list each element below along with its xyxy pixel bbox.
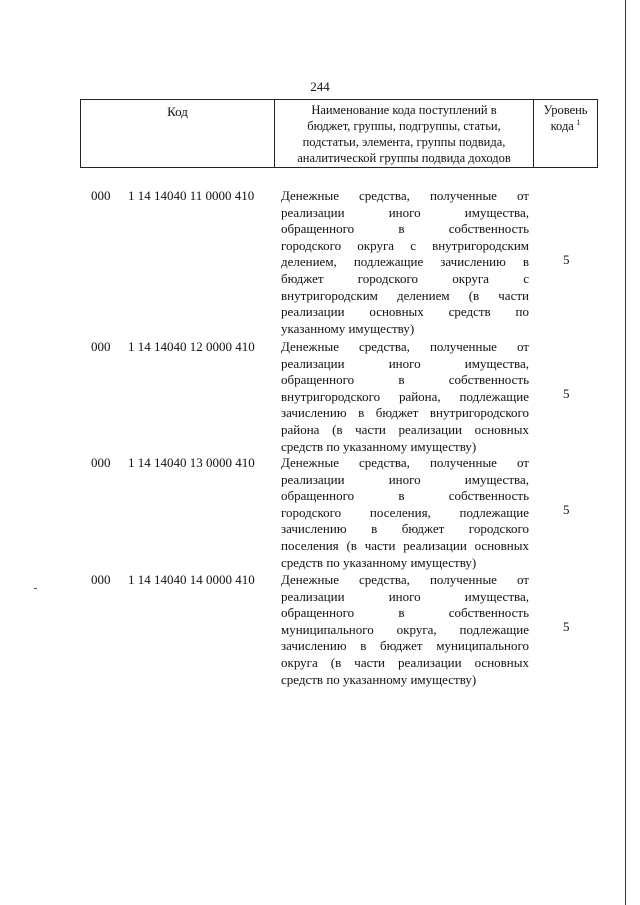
description-line: поселения (в части реализации основных bbox=[281, 537, 529, 553]
description-line: района (в части реализации основных bbox=[281, 421, 529, 437]
description-line: внутригородского района, подлежащие bbox=[281, 388, 529, 404]
row-description bbox=[281, 188, 529, 337]
row-code: 1 14 14040 14 0000 410 bbox=[128, 572, 255, 587]
header-name-cell bbox=[275, 100, 534, 167]
row-code: 1 14 14040 12 0000 410 bbox=[128, 339, 255, 354]
description-line: реализации иного имущества, bbox=[281, 204, 529, 220]
row-code: 1 14 14040 11 0000 410 bbox=[128, 188, 255, 203]
table-header bbox=[80, 99, 598, 168]
description-line: бюджет городского округа с bbox=[281, 270, 529, 286]
scan-page-edge bbox=[625, 0, 626, 905]
description-line: реализации иного имущества, bbox=[281, 588, 529, 604]
description-line: муниципального округа, подлежащие bbox=[281, 621, 529, 637]
page-number: 244 bbox=[310, 79, 330, 94]
header-name-line: бюджет, группы, подгруппы, статьи, bbox=[307, 119, 501, 133]
row-level: 5 bbox=[563, 502, 570, 517]
description-line: обращенного в собственность bbox=[281, 372, 529, 388]
description-line: реализации иного имущества, bbox=[281, 355, 529, 371]
description-line: средств по указанному имуществу) bbox=[281, 554, 477, 570]
row-description bbox=[281, 572, 529, 688]
header-level-line: Уровень bbox=[543, 103, 588, 117]
row-prefix: 000 bbox=[91, 572, 111, 587]
description-line: указанному имуществу) bbox=[281, 320, 415, 336]
description-line: делением, подлежащие зачислению в bbox=[281, 254, 529, 270]
description-line: городского округа с внутригородским bbox=[281, 237, 529, 253]
description-line: зачислению в бюджет городского bbox=[281, 521, 529, 537]
row-prefix: 000 bbox=[91, 455, 111, 470]
footnote-marker: 1 bbox=[576, 117, 581, 127]
header-code-label: Код bbox=[167, 104, 188, 119]
description-line: обращенного в собственность bbox=[281, 605, 529, 621]
description-line: округа (в части реализации основных bbox=[281, 654, 529, 670]
description-line: обращенного в собственность bbox=[281, 221, 529, 237]
header-name-line: Наименование кода поступлений в bbox=[311, 103, 497, 117]
description-line: городского поселения, подлежащие bbox=[281, 504, 529, 520]
header-name-line: аналитической группы подвида доходов bbox=[297, 151, 511, 165]
header-code-cell bbox=[81, 100, 275, 167]
description-line: реализации основных средств по bbox=[281, 304, 529, 320]
row-level: 5 bbox=[563, 386, 570, 401]
row-code: 1 14 14040 13 0000 410 bbox=[128, 455, 255, 470]
header-level-cell bbox=[534, 100, 597, 167]
scan-margin-mark bbox=[34, 588, 37, 589]
description-line: зачислению в бюджет внутригородского bbox=[281, 405, 529, 421]
row-description bbox=[281, 455, 529, 571]
header-level-label: кода bbox=[550, 119, 574, 133]
description-line: Денежные средства, полученные от bbox=[281, 572, 529, 587]
row-prefix: 000 bbox=[91, 339, 111, 354]
description-line: Денежные средства, полученные от bbox=[281, 188, 529, 203]
header-name-line: подстатьи, элемента, группы подвида, bbox=[302, 135, 506, 149]
description-line: обращенного в собственность bbox=[281, 488, 529, 504]
description-line: средств по указанному имуществу) bbox=[281, 438, 477, 454]
description-line: средств по указанному имуществу) bbox=[281, 671, 477, 687]
description-line: Денежные средства, полученные от bbox=[281, 339, 529, 354]
row-prefix: 000 bbox=[91, 188, 111, 203]
header-level-line-with-footnote bbox=[534, 118, 597, 134]
description-line: Денежные средства, полученные от bbox=[281, 455, 529, 470]
description-line: реализации иного имущества, bbox=[281, 471, 529, 487]
description-line: внутригородским делением (в части bbox=[281, 287, 529, 303]
row-description bbox=[281, 339, 529, 455]
description-line: зачислению в бюджет муниципального bbox=[281, 638, 529, 654]
row-level: 5 bbox=[563, 252, 570, 267]
row-level: 5 bbox=[563, 619, 570, 634]
